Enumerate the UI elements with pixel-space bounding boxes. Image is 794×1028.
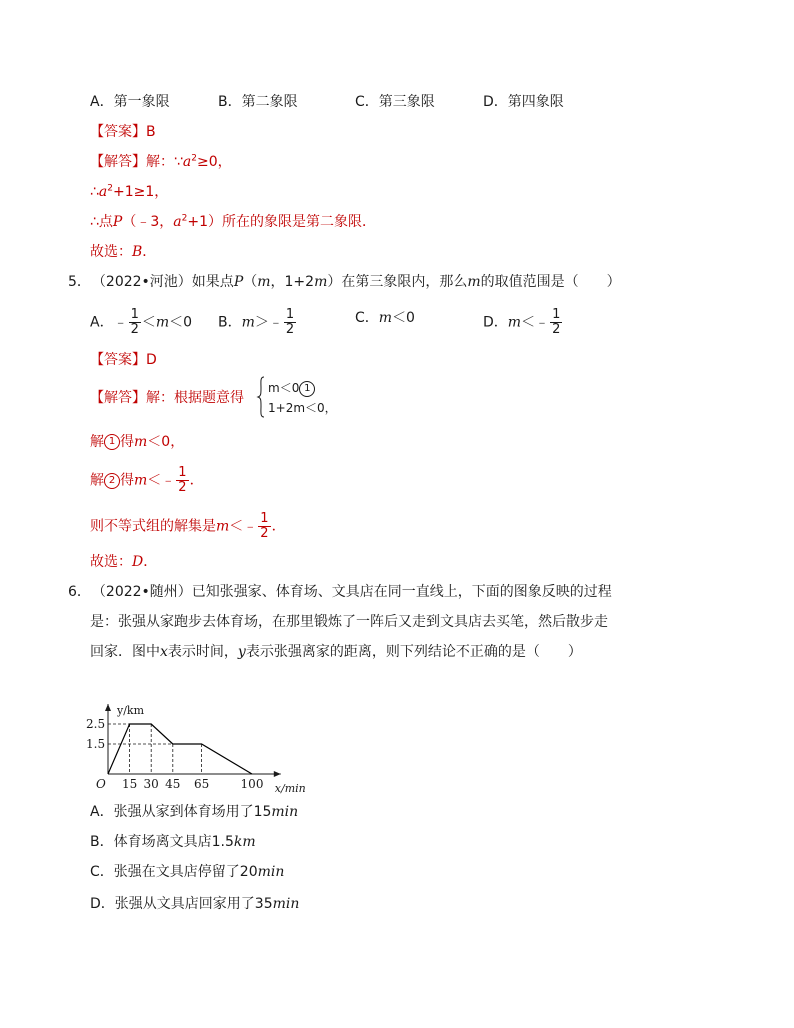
q5-option-a: A．﹣ $\frac{1}{2}$ ＜m＜0 [90,307,193,337]
y-tick-label: 2.5 [86,717,106,731]
q4-option-d: D．第四象限 [483,94,564,110]
x-tick-label: 30 [143,777,159,791]
q5-step3: 则不等式组的解集是m＜﹣ $\frac{1}{2}$ ． [90,511,286,541]
x-tick-label: 45 [165,777,181,791]
q4-solution-line3: ∴点P（﹣3，$a^2+1$）所在的象限是第二象限． [90,213,376,230]
x-axis-label: x/min [274,782,306,795]
q5-option-c: C．m＜0 [355,310,415,326]
x-tick-label: 15 [121,777,138,791]
x-tick-label: 65 [193,777,210,791]
q4-choice: 故选：B． [90,244,157,260]
q6-stem-line1: 6． （2022•随州）已知张强家、体育场、文具店在同一直线上，下面的图象反映的过程 [68,584,612,600]
q5-step1: 解 1 得m＜0， [90,434,185,450]
q4-answer: 【答案】B [90,124,156,140]
q5-option-d: D．m＜﹣ $\frac{1}{2}$ [483,307,561,337]
q5-step2: 解 2 得m＜﹣ $\frac{1}{2}$ ． [90,465,204,495]
x-axis-arrow-icon [274,771,281,777]
q4-option-c: C．第三象限 [355,94,435,110]
distance-time-graph [84,668,306,798]
q5-system-line1: m＜0 1 [268,378,315,398]
brace-icon [257,376,265,418]
y-axis-arrow-icon [105,704,111,711]
y-axis-label: y/km [117,704,145,717]
x-tick-label: 100 [240,777,264,791]
q5-choice: 故选：D． [90,554,158,570]
q4-solution-line1: 【解答】解：$\because a^2\ge 0$， [90,153,232,170]
q4-option-a: A．第一象限 [90,94,170,110]
q6-option-d: D．张强从文具店回家用了35min [90,896,300,912]
q5-stem: 5． （2022•河池）如果点P（m，1+2m）在第三象限内，那么m的取值范围是（ ） [68,274,621,290]
q5-system-line2: 1+2m＜0， [268,401,337,415]
origin-label: O [96,777,106,791]
q6-option-b: B．体育场离文具店1.5km [90,834,256,850]
q5-answer: 【答案】D [90,352,157,368]
q4-option-b: B．第二象限 [218,94,298,110]
q6-option-a: A．张强从家到体育场用了15min [90,804,299,820]
q6-option-c: C．张强在文具店停留了20min [90,864,285,880]
y-tick-label: 1.5 [86,737,106,751]
q4-solution-line2: $\therefore a^2+1\ge 1$， [90,183,169,200]
q6-stem-line2: 是：张强从家跑步去体育场，在那里锻炼了一阵后又走到文具店去买笔，然后散步走 [90,614,608,630]
q5-solution-intro: 【解答】解：根据题意得 [90,390,244,406]
q5-option-b: B．m＞﹣ $\frac{1}{2}$ [218,307,295,337]
q6-stem-line3: 回家．图中x表示时间，y表示张强离家的距离，则下列结论不正确的是（ ） [90,644,582,660]
